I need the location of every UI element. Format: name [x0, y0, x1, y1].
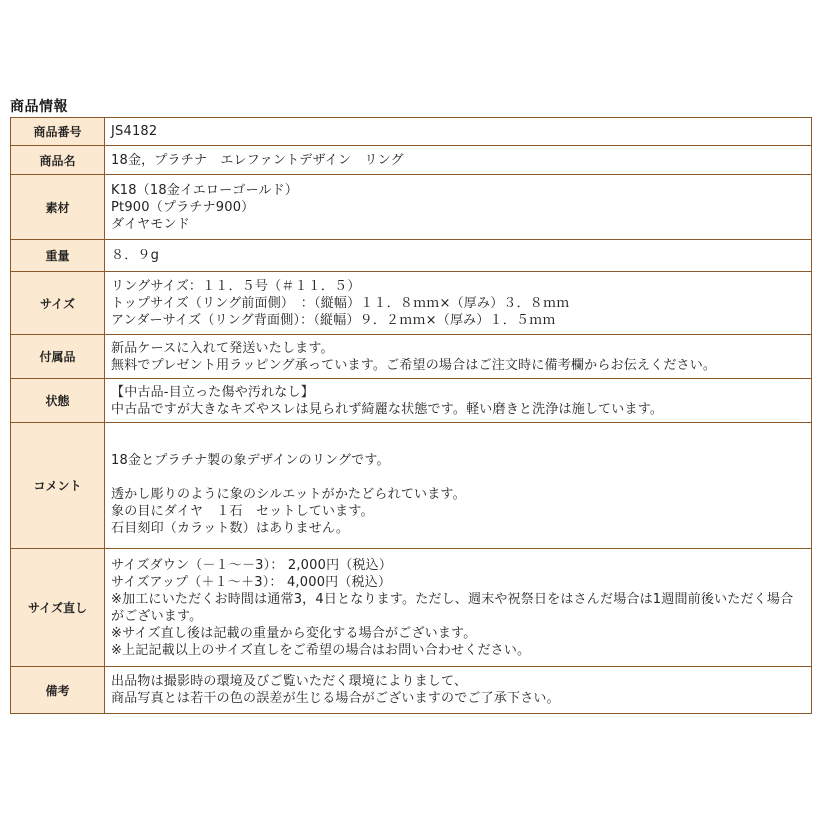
- row-label: サイズ直し: [11, 549, 105, 667]
- value-line: ※サイズ直し後は記載の重量から変化する場合がございます。: [111, 625, 477, 641]
- value-line: サイズダウン（－１～－3）： 2,000円（税込）: [111, 557, 393, 573]
- value-line: 象の目にダイヤ １石 セットしています。: [111, 503, 374, 519]
- row-value: [105, 272, 812, 335]
- row-value: [105, 549, 812, 667]
- row-value: [105, 667, 812, 714]
- row-label: 状態: [11, 379, 105, 423]
- value-line: 18金，プラチナ エレファントデザイン リング: [111, 152, 404, 168]
- value-line: 新品ケースに入れて発送いたします。: [111, 340, 334, 356]
- value-line: アンダーサイズ（リング背面側）：（縦幅）９．２ｍｍ×（厚み）１．５ｍｍ: [111, 312, 556, 328]
- row-weight: [11, 240, 812, 272]
- value-line: Pt900（プラチナ900）: [111, 199, 255, 215]
- value-line: 【中古品-目立った傷や汚れなし】: [111, 384, 314, 400]
- row-value: [105, 379, 812, 423]
- value-line: ダイヤモンド: [111, 216, 190, 232]
- value-line: サイズアップ（＋１～＋3）： 4,000円（税込）: [111, 574, 392, 590]
- row-value: [105, 175, 812, 240]
- row-label: サイズ: [11, 272, 105, 335]
- value-line: トップサイズ（リング前面側） ：（縦幅）１１．８ｍｍ×（厚み）３．８ｍｍ: [111, 295, 570, 311]
- row-label: 素材: [11, 175, 105, 240]
- row-label: 商品名: [11, 146, 105, 175]
- value-line: 出品物は撮影時の環境及びご覧いただく環境によりまして、: [111, 674, 468, 689]
- value-line: 無料でプレゼント用ラッピング承っています。ご希望の場合はご注文時に備考欄からお伝えください。: [111, 357, 717, 373]
- value-line: 透かし彫りのように象のシルエットがかたどられています。: [111, 486, 466, 502]
- blank-line: [111, 435, 805, 452]
- row-size: [11, 272, 812, 335]
- row-item-name: [11, 146, 812, 175]
- value-line: ※加工にいただくお時間は通常3，4日となります。ただし、週末や祝祭日をはさんだ場合は1週間前後いただく場合がございます。: [111, 591, 794, 624]
- row-value: [105, 146, 812, 175]
- row-label: コメント: [11, 423, 105, 549]
- value-line: 18金とプラチナ製の象デザインのリングです。: [111, 452, 390, 468]
- row-label: 商品番号: [11, 118, 105, 146]
- value-line: ※上記記載以上のサイズ直しをご希望の場合はお問い合わせください。: [111, 642, 531, 658]
- row-item-number: [11, 118, 812, 146]
- row-material: [11, 175, 812, 240]
- value-line: リングサイズ：１１．５号（＃１１．５）: [111, 278, 361, 294]
- row-label: 重量: [11, 240, 105, 272]
- blank-line: [111, 469, 805, 486]
- value-line: 中古品ですが大きなキズやスレは見られず綺麗な状態です。軽い磨きと洗浄は施しています。: [111, 401, 664, 417]
- row-value: [105, 118, 812, 146]
- value-line: K18（18金イエローゴールド）: [111, 182, 299, 198]
- product-info-table: [10, 117, 812, 714]
- row-label: 備考: [11, 667, 105, 714]
- row-value: [105, 335, 812, 379]
- value-line: 商品写真とは若干の色の誤差が生じる場合がございますのでご了承下さい。: [111, 691, 560, 706]
- section-title: 商品情報: [10, 99, 68, 115]
- row-value: [105, 423, 812, 549]
- row-comment: [11, 423, 812, 549]
- row-resize: [11, 549, 812, 667]
- row-notes: [11, 667, 812, 714]
- row-value: [105, 240, 812, 272]
- value-line: ８．９g: [111, 248, 160, 263]
- value-line: JS4182: [111, 124, 158, 139]
- row-condition: [11, 379, 812, 423]
- row-label: 付属品: [11, 335, 105, 379]
- row-accessories: [11, 335, 812, 379]
- value-line: 石目刻印（カラット数）はありません。: [111, 520, 350, 536]
